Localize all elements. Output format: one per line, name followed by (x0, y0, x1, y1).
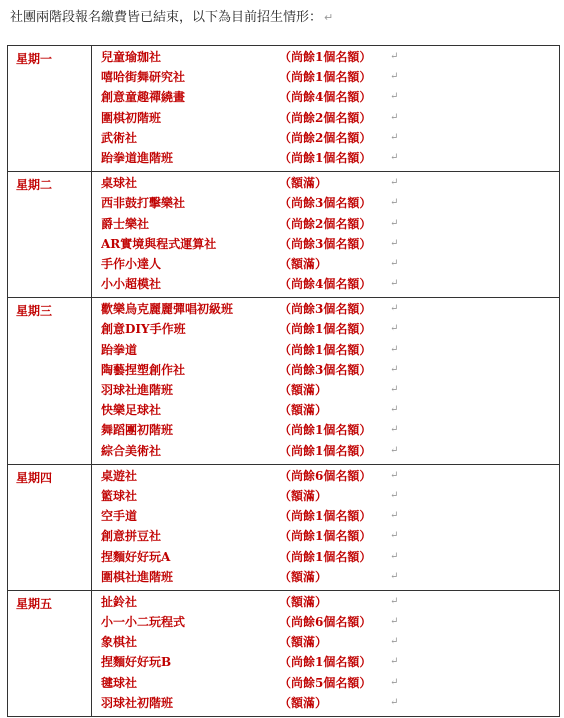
club-row (101, 319, 559, 339)
club-name: 快樂足球社 (101, 403, 162, 418)
club-row (101, 632, 559, 652)
availability-status: （額滿） (279, 635, 328, 650)
day-row (8, 590, 560, 716)
club-name: 羽球社初階班 (101, 695, 174, 710)
club-name: 羽球社進階班 (101, 383, 174, 397)
availability-status: （尚餘2個名額） (279, 110, 372, 125)
intro-text: 社團兩階段報名繳費皆已結束，以下為目前招生情形： ↵ (10, 10, 334, 25)
club-row (101, 506, 559, 526)
availability-status: （尚餘5個名額） (279, 675, 372, 690)
club-name: 陶藝捏塑創作社 (101, 362, 186, 377)
club-row (101, 673, 559, 693)
availability-status: （尚餘2個名額） (279, 216, 372, 231)
availability-status: （額滿） (279, 594, 328, 609)
paragraph-mark-icon: ↵ (390, 91, 399, 103)
paragraph-mark-icon: ↵ (390, 550, 399, 562)
club-name: 綜合美術社 (101, 443, 162, 458)
club-row (101, 193, 559, 213)
availability-status: （額滿） (279, 383, 328, 397)
club-row (101, 612, 559, 632)
availability-status: （尚餘1個名額） (279, 342, 372, 357)
club-row (101, 652, 559, 672)
paragraph-mark-icon: ↵ (390, 469, 399, 481)
club-row (101, 67, 559, 87)
club-name: 毽球社 (101, 675, 138, 690)
club-name: 小一小二玩程式 (101, 615, 186, 630)
paragraph-mark-icon: ↵ (390, 424, 399, 436)
availability-status: （額滿） (279, 569, 328, 584)
club-name: 圍棋社進階班 (101, 569, 174, 584)
paragraph-mark-icon: ↵ (390, 303, 399, 315)
paragraph-mark-icon: ↵ (390, 197, 399, 209)
club-list (92, 590, 560, 716)
availability-status: （尚餘3個名額） (279, 196, 372, 211)
paragraph-mark-icon: ↵ (390, 489, 399, 501)
availability-status: （尚餘3個名額） (279, 236, 372, 251)
paragraph-mark-icon: ↵ (390, 131, 399, 143)
paragraph-mark-icon: ↵ (390, 636, 399, 648)
day-label: 星期五 (8, 590, 92, 716)
availability-status: （額滿） (279, 403, 328, 418)
day-row (8, 464, 560, 590)
club-name: AR實境與程式運算社 (101, 236, 217, 251)
availability-status: （尚餘4個名額） (279, 90, 372, 105)
availability-status: （尚餘1個名額） (279, 549, 372, 564)
availability-status: （尚餘6個名額） (279, 615, 372, 630)
club-row (101, 47, 559, 67)
club-row (101, 108, 559, 128)
availability-status: （尚餘1個名額） (279, 443, 372, 458)
club-name: 武術社 (101, 130, 138, 145)
club-row (101, 592, 559, 612)
paragraph-mark-icon: ↵ (390, 343, 399, 355)
paragraph-mark-icon: ↵ (390, 530, 399, 542)
club-name: 象棋社 (101, 635, 138, 650)
club-name: 扯鈴社 (101, 594, 138, 609)
club-row (101, 547, 559, 567)
availability-status: （額滿） (279, 695, 328, 710)
day-label: 星期二 (8, 172, 92, 298)
club-name: 創意拼豆社 (101, 529, 162, 544)
paragraph-mark-icon: ↵ (390, 696, 399, 708)
paragraph-mark-icon: ↵ (390, 363, 399, 375)
paragraph-mark-icon: ↵ (390, 595, 399, 607)
club-name: 創意DIY手作班 (101, 322, 186, 337)
paragraph-mark-icon: ↵ (390, 616, 399, 628)
club-name: 圍棋初階班 (101, 110, 162, 125)
availability-status: （尚餘6個名額） (279, 468, 372, 483)
club-row (101, 567, 559, 587)
day-label: 星期一 (8, 46, 92, 172)
club-row (101, 254, 559, 274)
club-name: 兒童瑜珈社 (101, 50, 162, 64)
club-name: 爵士樂社 (101, 216, 150, 231)
availability-status: （尚餘3個名額） (279, 362, 372, 377)
day-row (8, 172, 560, 298)
day-label: 星期四 (8, 464, 92, 590)
availability-status: （尚餘1個名額） (279, 322, 372, 337)
club-row (101, 274, 559, 294)
club-row (101, 87, 559, 107)
club-name: 跆拳道進階班 (101, 150, 174, 165)
day-row (8, 298, 560, 465)
paragraph-mark-icon: ↵ (390, 217, 399, 229)
club-row (101, 486, 559, 506)
availability-status: （額滿） (279, 176, 328, 191)
day-label: 星期三 (8, 298, 92, 465)
availability-status: （額滿） (279, 256, 328, 271)
day-row (8, 46, 560, 172)
paragraph-mark-icon: ↵ (390, 676, 399, 688)
availability-status: （尚餘4個名額） (279, 277, 372, 292)
availability-status: （尚餘1個名額） (279, 509, 372, 524)
club-row (101, 526, 559, 546)
club-row (101, 400, 559, 420)
paragraph-mark-icon: ↵ (390, 323, 399, 335)
club-row (101, 148, 559, 168)
availability-status: （尚餘1個名額） (279, 529, 372, 544)
club-name: 桌球社 (101, 176, 138, 191)
availability-status: （尚餘1個名額） (279, 50, 372, 64)
paragraph-mark-icon: ↵ (390, 384, 399, 395)
club-name: 桌遊社 (101, 468, 138, 483)
club-list (92, 172, 560, 298)
club-name: 籃球社 (101, 488, 138, 503)
availability-status: （尚餘1個名額） (279, 423, 372, 438)
paragraph-mark-icon: ↵ (390, 570, 399, 582)
club-row (101, 173, 559, 193)
club-row (101, 466, 559, 486)
club-name: 捏麵好好玩A (101, 549, 171, 564)
paragraph-mark-icon: ↵ (390, 404, 399, 416)
club-name: 捏麵好好玩B (101, 655, 172, 670)
club-name: 跆拳道 (101, 342, 138, 357)
availability-status: （尚餘1個名額） (279, 70, 372, 85)
availability-status: （尚餘1個名額） (279, 655, 372, 670)
paragraph-mark-icon: ↵ (390, 151, 399, 163)
club-list (92, 298, 560, 465)
paragraph-mark-icon: ↵ (324, 11, 334, 24)
club-row (101, 128, 559, 148)
club-row (101, 360, 559, 380)
club-row (101, 340, 559, 360)
availability-status: （尚餘2個名額） (279, 130, 372, 145)
paragraph-mark-icon: ↵ (390, 237, 399, 249)
club-name: 空手道 (101, 509, 138, 524)
club-row (101, 420, 559, 440)
club-row (101, 234, 559, 254)
club-name: 創意童趣禪繞畫 (101, 90, 186, 105)
paragraph-mark-icon: ↵ (390, 510, 399, 522)
availability-status: （額滿） (279, 488, 328, 503)
schedule-table (7, 45, 560, 717)
club-name: 歡樂烏克麗麗彈唱初級班 (101, 302, 234, 317)
club-row (101, 441, 559, 461)
paragraph-mark-icon: ↵ (390, 257, 399, 269)
club-row (101, 693, 559, 713)
club-name: 西非鼓打擊樂社 (101, 196, 186, 211)
club-name: 嘻哈街舞研究社 (101, 70, 186, 85)
paragraph-mark-icon: ↵ (390, 111, 399, 123)
club-row (101, 299, 559, 319)
availability-status: （尚餘3個名額） (279, 302, 372, 317)
paragraph-mark-icon: ↵ (390, 51, 399, 62)
paragraph-mark-icon: ↵ (390, 656, 399, 668)
paragraph-mark-icon: ↵ (390, 444, 399, 456)
club-list (92, 464, 560, 590)
club-name: 手作小達人 (101, 256, 162, 271)
availability-status: （尚餘1個名額） (279, 150, 372, 165)
club-name: 舞蹈團初階班 (101, 423, 174, 438)
club-list (92, 46, 560, 172)
club-row (101, 214, 559, 234)
paragraph-mark-icon: ↵ (390, 278, 399, 290)
paragraph-mark-icon: ↵ (390, 71, 399, 83)
paragraph-mark-icon: ↵ (390, 177, 399, 189)
club-name: 小小超模社 (101, 277, 162, 292)
club-row (101, 380, 559, 400)
